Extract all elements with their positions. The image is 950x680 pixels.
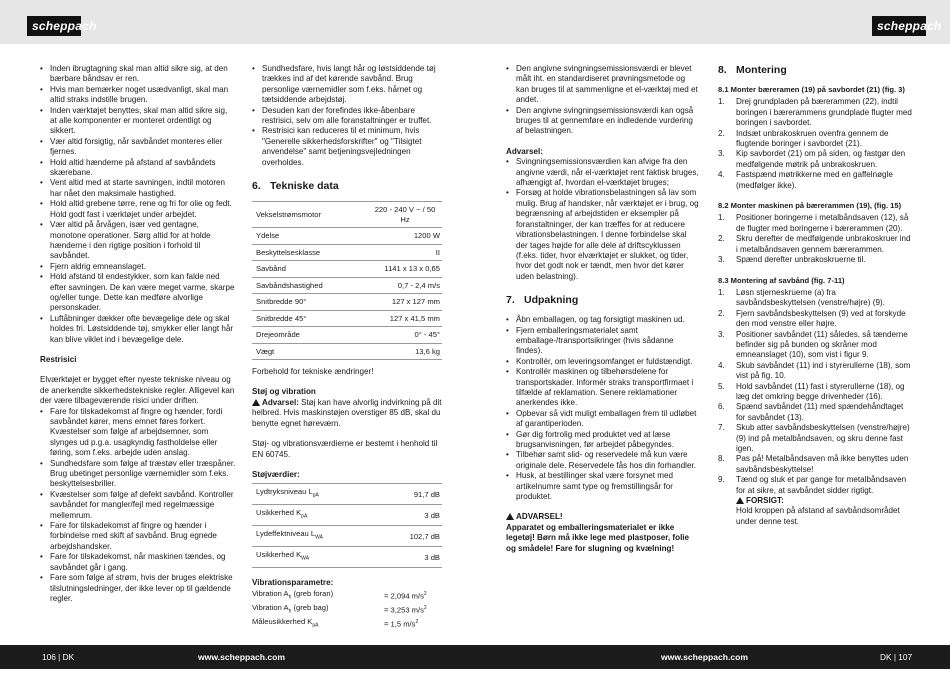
noise-subscript: WA (301, 555, 310, 562)
vib-suffix: (greb bag) (291, 602, 329, 612)
list-item: • Hold altid grebene tørre, rene og fri for olie og fedt. Hold godt fast i værktøjet under arbejdet. (40, 199, 236, 220)
risk-list (40, 407, 236, 605)
list-item: • Hold altid hænderne på afstand af savbåndets skærebane. (40, 158, 236, 179)
section-title: Udpakning (524, 294, 579, 307)
list-item: • Svingningsemissionsværdien kan afvige fra den angivne værdi, når el-værktøjet rent faktisk bruges, afhængigt af, hvordan el-værktøjet bruges; (506, 157, 700, 188)
column-2 (252, 64, 446, 631)
section-number: 6. (252, 180, 261, 193)
list-item (718, 361, 912, 382)
list-item: • Tilbehør samt slid- og reservedele må kun være originale dele. Reservedele fås hos din forhandler. (506, 450, 700, 471)
step-number: 1. (718, 213, 725, 223)
footer-bar (0, 645, 950, 669)
subsection-heading: 8.3 Montering af savbånd (fig. 7-11) (718, 275, 845, 285)
header-bar (0, 0, 950, 44)
list-item: • Gør dig fortrolig med produktet ved at læse brugsanvisningen, før arbejdet påbegyndes. (506, 430, 700, 451)
vib-value: = 3,253 m/s (384, 605, 424, 615)
vib-exponent: 2 (423, 605, 427, 612)
table-cell-value: 91,7 dB (379, 484, 442, 505)
table-cell-label: Savbåndshastighed (252, 277, 366, 294)
column-1 (40, 64, 236, 604)
step-text: Positioner savbåndet (11) således, så tænderne befinder sig på bunden og skråner mod emneanslaget (10), som vist i figur 9. (736, 329, 908, 360)
warning-label: ADVARSEL! (516, 512, 563, 522)
table-cell-value: 13,6 kg (366, 343, 442, 360)
subsection-heading: 8.1 Monter bæreramen (19) på savbordet (21) (fig. 3) (718, 85, 905, 94)
noise-table (252, 483, 442, 568)
vib-subscript: h (288, 608, 292, 615)
list-item (718, 149, 912, 170)
table-row (252, 547, 442, 568)
table-cell-value: 127 x 127 mm (366, 294, 442, 311)
step-text: Spænd derefter unbrakoskruerne til. (736, 255, 866, 265)
list-item (718, 213, 912, 234)
table-cell-label: Snitbredde 45° (252, 310, 366, 327)
list-item (718, 475, 912, 496)
step-number: 6. (718, 402, 725, 412)
mounting-steps-3 (718, 288, 912, 496)
list-item (718, 330, 912, 361)
step-text: Løsn stjerneskruerne (a) fra savbåndsbeskyttelsen (venstre/højre) (9). (736, 287, 885, 308)
table-cell-label: Ydelse (252, 228, 366, 245)
table-row (252, 261, 442, 278)
table-cell-label (252, 603, 384, 617)
step-number: 3. (718, 329, 725, 339)
step-text: Skub atter savbåndsbeskyttelsen (venstre/højre) (9) ind på metalbåndsaven, og skru denne fast igen. (736, 423, 910, 453)
step-number: 5. (718, 381, 725, 391)
warning-icon (506, 513, 514, 520)
step-number: 2. (718, 234, 725, 244)
unpacking-list (506, 315, 700, 502)
table-cell-label: Drejeområde (252, 327, 366, 344)
list-item (718, 402, 912, 423)
table-row (252, 505, 442, 526)
table-row (252, 526, 442, 547)
website-link-left[interactable]: www.scheppach.com (198, 652, 286, 662)
list-item: • Kontrollér maskinen og tilbehørsdelene for transportskader. Informér straks transportfirmaet i tilfælde af reklamation. Senere reklamationer anerkendes ikke. (506, 367, 700, 409)
page-number-left: 106 | DK (42, 652, 75, 662)
step-number: 1. (718, 287, 725, 297)
table-row (252, 202, 442, 228)
table-cell-value: 3 dB (379, 547, 442, 568)
vib-label: Vibration A (252, 588, 289, 598)
list-item (718, 129, 912, 150)
table-row (252, 228, 442, 245)
step-number: 9. (718, 475, 725, 485)
table-cell-label: Vægt (252, 343, 366, 360)
vib-value: = 1,5 m/s (384, 620, 416, 630)
list-item: • Desuden kan der forefindes ikke-åbenbare restrisici, selv om alle foranstaltninger er truffet. (252, 106, 446, 127)
list-item (718, 454, 912, 475)
list-item: • Åbn emballagen, og tag forsigtigt maskinen ud. (506, 315, 700, 325)
list-item: • Restrisici kan reduceres til et minimum, hvis "Generelle sikkerhedsforskrifter" og "Tilsigtet anvendelse" samt betjeningsvejledningen overholdes. (252, 126, 446, 168)
list-item: • Kvæstelser som følge af defekt savbånd. Kontroller savbåndet for mangler/fejl med regelmæssige mellemrum. (40, 490, 236, 521)
table-row (252, 343, 442, 360)
list-item: • Hvis man bemærker noget usædvanligt, skal man altid straks indstille brugen. (40, 85, 236, 106)
warning-label: Advarsel: (262, 397, 299, 407)
step-text: Fjern savbåndsbeskyttelsen (9) ved at forskyde den mod venstre eller højre. (736, 308, 906, 329)
vib-subscript: h (288, 594, 292, 601)
table-cell-value: 127 x 41,5 mm (366, 310, 442, 327)
vibration-heading: Vibrationsparametre: (252, 578, 334, 588)
table-row (252, 617, 442, 631)
step-text: Drej grundpladen på bærerammen (22), indtil boringen i bærerammens grundplade flugter med boringen i savbordet. (736, 97, 912, 128)
list-item (718, 309, 912, 330)
brand-logo-left: scheppach (27, 16, 81, 36)
list-item: • Luftåbninger dækker ofte bevægelige dele og skal holdes fri. Løstsiddende tøj, smykker eller langt hår kan blive viklet ind i bevægelige dele. (40, 314, 236, 345)
list-item: • Fjern emballeringsmaterialet samt emballage-/transportsikringer (hvis sådanne findes). (506, 326, 700, 357)
vib-exponent: 2 (415, 619, 419, 626)
table-row (252, 484, 442, 505)
list-item (718, 97, 912, 128)
table-row (252, 277, 442, 294)
tech-data-table (252, 201, 442, 360)
noise-label: Usikkerhed K (256, 508, 302, 518)
list-item (718, 255, 912, 265)
table-cell-value (384, 589, 442, 603)
list-item: • Vær altid på årvågen, især ved gentagne, monotone operationer. Sørg altid for at holde hænderne i den rigtige position i forhold til savbåndet. (40, 220, 236, 262)
vibration-notes (506, 64, 700, 137)
section-number: 7. (506, 294, 515, 307)
step-number: 2. (718, 128, 725, 138)
mounting-steps-2 (718, 213, 912, 265)
step-number: 7. (718, 423, 725, 433)
table-row (252, 327, 442, 344)
table-cell-value (384, 617, 442, 631)
list-item: • Opbevar så vidt muligt emballagen frem til udløbet af garantiperioden. (506, 409, 700, 430)
warning-heading: Advarsel: (506, 146, 543, 156)
list-item: • Husk, at bestillinger skal være forsynet med artikelnumre samt type og fremstillingsår for produktet. (506, 471, 700, 502)
table-cell-label (252, 526, 379, 547)
table-cell-label: Snitbredde 90° (252, 294, 366, 311)
table-row (252, 603, 442, 617)
noise-subscript: WA (315, 534, 323, 541)
website-link-right[interactable]: www.scheppach.com (661, 652, 749, 662)
vib-label: Vibration A (252, 602, 289, 612)
step-number: 8. (718, 454, 725, 464)
table-cell-value: II (366, 244, 442, 261)
table-cell-value: 102,7 dB (379, 526, 442, 547)
risk-intro: Elværktøjet er bygget efter nyeste tekniske niveau og de anerkendte sikkerhedstekniske regler. Alligevel kan der være tilbageværende risici under driften. (40, 375, 235, 406)
packaging-warning-heading (506, 512, 700, 522)
table-cell-value: 3 dB (379, 505, 442, 526)
step-number: 2. (718, 308, 725, 318)
step-number: 4. (718, 360, 725, 370)
table-cell-label (252, 617, 384, 631)
table-row (252, 310, 442, 327)
subsection-heading: 8.2 Monter maskinen på bærerammen (19), (fig. 15) (718, 201, 902, 211)
section-heading-8 (718, 64, 912, 77)
list-item: • Fare for tilskadekomst af fingre og hænder, fordi savbåndet kører, mens emnet føres forkert. Kvæstelser som følge af arbejdsemner, som slynges ud p.g.a. usagkyndig fastholdelse eller føring, som f.eks. arbejde uden anslag. (40, 407, 236, 459)
vib-value: = 2,094 m/s (384, 591, 424, 601)
list-item: • Sundhedsfare, hvis langt hår og løstsiddende tøj trækkes ind af det kørende savbånd. Brug personlige værnemidler som f.eks. hårnet og tætsiddende arbejdstøj. (252, 64, 446, 106)
list-item: • Vent altid med at starte savningen, indtil motoren har nået den maksimale hastighed. (40, 178, 236, 199)
step-text: Spænd savbåndet (11) med spændehåndtaget for savbåndet (13). (736, 402, 904, 422)
vib-exponent: 2 (423, 591, 427, 598)
step-number: 3. (718, 149, 725, 159)
brand-logo-right: scheppach (872, 16, 926, 36)
column-4 (718, 64, 912, 527)
list-item: • Hold afstand til endestykker, som kan falde ned efter savningen. De kan være meget varme, skarpe og/eller tunge. Dette kan medføre alvorlige personskader. (40, 272, 236, 314)
mounting-steps-1 (718, 97, 912, 191)
section-number: 8. (718, 64, 727, 76)
step-text: Pas på! Metalbåndsaven må ikke benyttes uden savbåndsbeskyttelse! (736, 454, 909, 474)
page-number-right: DK | 107 (880, 652, 913, 662)
noise-label: Lydtryksniveau L (256, 487, 313, 497)
table-row (252, 294, 442, 311)
noise-standard: Støj- og vibrationsværdierne er bestemt i henhold til EN 60745. (252, 439, 438, 459)
step-text: Tænd og sluk et par gange for metalbåndsaven for at sikre, at savbåndet sidder rigtigt. (736, 475, 907, 495)
table-cell-label (252, 484, 379, 505)
caution-text: Hold kroppen på afstand af savbåndsområdet under denne test. (736, 506, 900, 526)
list-item (718, 423, 912, 454)
warning-icon (252, 399, 260, 406)
step-number: 4. (718, 170, 725, 180)
step-text: Skub savbåndet (11) ind i styrerullerne (18), som vist på fig. 10. (736, 360, 911, 381)
noise-warning (252, 398, 446, 429)
list-item: • Forsøg at holde vibrationsbelastningen så lav som mulig. Brug af handsker, når værktøjet er i brug, og begrænsning af arbejdstiden er eksempler på foranstaltninger, der kan træffes for at reducere vibrationsbelastningen. I denne forbindelse skal der tages højde for alle dele af driftscyklussen (f.eks. tider, hvor elværktøjet er slukket, og tider, hvor det godt nok er tændt, men hvor det kører uden belastning). (506, 188, 700, 282)
vib-subscript: pA (312, 622, 319, 629)
step-text: Kip savbordet (21) om på siden, og fastgør den medfølgende møtrik på unbrakoskruen. (736, 149, 906, 169)
vib-suffix: (greb foran) (291, 588, 334, 598)
list-item (718, 288, 912, 309)
step-number: 1. (718, 97, 725, 107)
table-cell-label (252, 547, 379, 568)
list-item: • Vær altid forsigtig, når savbåndet monteres eller fjernes. (40, 137, 236, 158)
step-text: Hold savbåndet (11) fast i styrerullerne (18), og læg det omkring begge drivenheder (16). (736, 381, 905, 401)
column-3 (506, 64, 700, 554)
list-item: • Den angivne svingningsemissionsværdi er blevet målt iht. en standardiseret prøvningsmetode og kan bruges til at sammenligne et el-værktøj med et andet. (506, 64, 700, 106)
table-cell-label: Beskyttelsesklasse (252, 244, 366, 261)
step-text: Fastspænd møtrikkerne med en gaffelnøgle (medfølger ikke). (736, 170, 893, 190)
table-cell-value: 220 - 240 V ~ / 50 Hz (366, 202, 442, 228)
caution-heading (718, 496, 912, 506)
table-cell-label: Vekselstrømsmotor (252, 202, 366, 228)
section-title: Tekniske data (270, 180, 339, 193)
noise-subscript: pA (301, 513, 308, 520)
table-cell-label (252, 505, 379, 526)
packaging-warning-text: Apparatet og emballeringsmaterialet er ikke legetøj! Børn må ikke lege med plastposer, folie og smådele! Fare for slugning og kvælning! (506, 522, 690, 553)
table-row (252, 244, 442, 261)
list-item: • Fjern aldrig emneanslaget. (40, 262, 236, 272)
warning-list (506, 157, 700, 282)
list-item: • Sundhedsfare som følge af træstøv eller træspåner. Brug ubetinget personlige værnemidler som f.eks. beskyttelsesbriller. (40, 459, 236, 490)
table-cell-value (384, 603, 442, 617)
step-text: Indsæt unbrakoskruen ovenfra gennem de flugtende boringer i savbordet (21). (736, 128, 889, 149)
section-heading-7 (506, 294, 700, 307)
noise-subscript: pA (312, 492, 319, 499)
warning-text: Støj kan have alvorlig indvirkning på dit helbred. Hvis maskinstøjen overstiger 85 dB, skal du benytte egnet høreværn. (252, 397, 442, 428)
step-text: Skru derefter de medfølgende unbrakoskruer ind i metalbåndsaven gennem bærerammen. (736, 234, 911, 254)
table-cell-label (252, 589, 384, 603)
section-heading-6 (252, 180, 446, 193)
list-item: • Fare som følge af strøm, hvis der bruges elektriske tilslutningsledninger, der ikke lever op til gældende regler. (40, 573, 236, 604)
list-item: • Fare for tilskadekomst, når maskinen tændes, og savbåndet går i gang. (40, 552, 236, 573)
step-number: 3. (718, 255, 725, 265)
table-cell-value: 0° - 45° (366, 327, 442, 344)
noise-heading: Støj og vibration (252, 387, 316, 397)
list-item: • Kontrollér, om leveringsomfanget er fuldstændigt. (506, 357, 700, 367)
table-cell-value: 1141 x 13 x 0,65 (366, 261, 442, 278)
list-item: • Inden ibrugtagning skal man altid sikre sig, at den bærbare båndsav er ren. (40, 64, 236, 85)
risk-list-continued (252, 64, 446, 168)
section-title: Montering (736, 64, 787, 76)
list-item: • Den angivne svingningsemissionsværdi kan også bruges til at gennemføre en indledende vurdering af belastningen. (506, 106, 700, 137)
vib-label: Måleusikkerhed K (252, 617, 313, 626)
list-item: • Fare for tilskadekomst af fingre og hænder i forbindelse med skift af savbånd. Brug egnede arbejdshandsker. (40, 521, 236, 552)
table-cell-label: Savbånd (252, 261, 366, 278)
list-item (718, 382, 912, 403)
safety-list (40, 64, 236, 345)
vibration-table (252, 589, 442, 631)
step-text: Positioner boringerne i metalbåndsaven (12), så de flugter med boringerne i bærerammen (20). (736, 213, 909, 233)
list-item: • Inden værktøjet benyttes, skal man altid sikre sig, at alle komponenter er monteret ordentligt og sikkert. (40, 106, 236, 137)
table-row (252, 589, 442, 603)
noise-label: Lydeffektniveau L (256, 529, 316, 539)
noise-values-heading: Støjværdier: (252, 469, 300, 479)
warning-icon (736, 497, 744, 504)
heading-restrisici: Restrisici (40, 354, 77, 364)
tech-note: Forbehold for tekniske ændringer! (252, 367, 374, 377)
table-cell-value: 1200 W (366, 228, 442, 245)
list-item (718, 170, 912, 191)
table-cell-value: 0,7 - 2,4 m/s (366, 277, 442, 294)
noise-label: Usikkerhed K (256, 550, 302, 560)
caution-label: FORSIGT: (746, 496, 784, 506)
list-item (718, 234, 912, 255)
